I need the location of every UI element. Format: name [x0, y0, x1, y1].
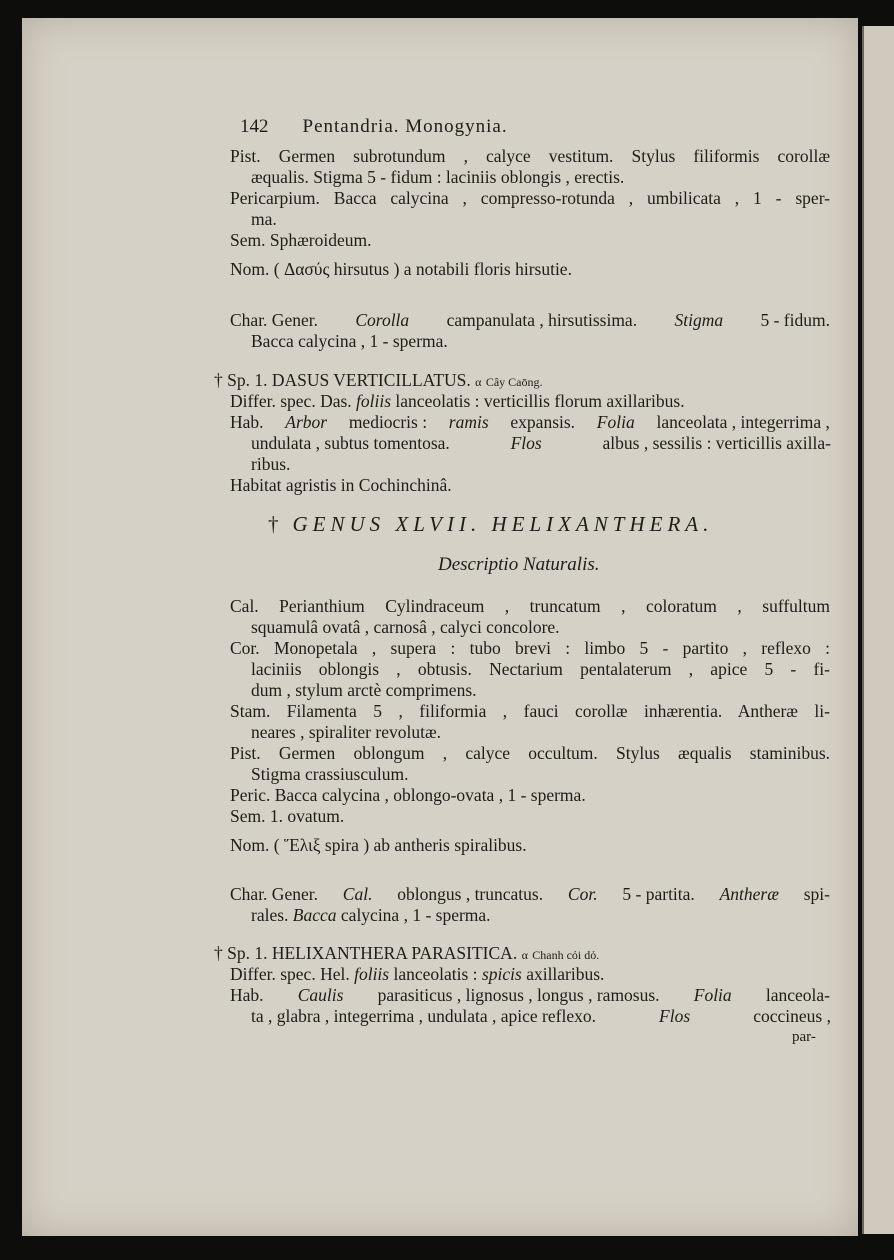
text-line: Nom. ( Ἕλιξ spira ) ab antheris spiralibus. [230, 835, 527, 855]
text-line: Nom. ( Δασύς hirsutus ) a notabili floris hirsutie. [230, 259, 572, 279]
char-line [230, 310, 830, 331]
char-term: Cal. [342, 884, 373, 904]
char-label: Char. Gener. [230, 884, 318, 904]
differ-text: lanceolatis : verticillis florum axillaribus. [395, 391, 685, 411]
text-line: æqualis. Stigma 5 - fidum : laciniis oblongis , erectis. [251, 167, 625, 187]
hab-text: Hab. [230, 985, 264, 1005]
dagger-mark: † [268, 512, 279, 536]
hab-text: coccineus , [753, 1006, 831, 1026]
running-header [240, 116, 860, 138]
char-term: Cor. [567, 884, 598, 904]
habitat-line [230, 985, 830, 1006]
dagger-mark: † [214, 943, 223, 963]
species-heading [214, 943, 599, 966]
char-line: Bacca calycina , 1 - sperma. [251, 331, 448, 351]
text-line: Cor. Monopetala , supera : tubo brevi : limbo 5 - partito , reflexo : [230, 638, 830, 658]
hab-text: undulata , subtus tomentosa. [251, 433, 450, 453]
hab-term: Flos [659, 1006, 691, 1026]
hab-term: Folia [693, 985, 732, 1005]
hab-text: albus , sessilis : verticillis axilla- [602, 433, 831, 453]
hab-term: Arbor [285, 412, 328, 432]
differ-line [230, 391, 685, 412]
species-heading [214, 370, 543, 393]
catchword: par- [792, 1029, 816, 1045]
text-line: Pist. Germen subrotundum , calyce vestitum. Stylus filiformis corollæ [230, 146, 830, 166]
char-term: Stigma [674, 310, 724, 330]
hab-term: Folia [596, 412, 635, 432]
char-text: spi- [803, 884, 830, 904]
habitat-line [230, 412, 830, 433]
char-text: oblongus , truncatus. [397, 884, 544, 904]
differ-text: axillaribus. [526, 964, 605, 984]
char-term: Bacca [292, 905, 337, 925]
text-line: laciniis oblongis , obtusis. Nectarium pentalaterum , apice 5 - fi- [251, 659, 830, 679]
habitat-line: ribus. [251, 454, 291, 474]
vernacular-name: Cây Caōng. [485, 375, 543, 389]
genus-heading [268, 512, 713, 537]
species-name: Sp. 1. HELIXANTHERA PARASITICA. [227, 943, 518, 963]
text-line: dum , stylum arctè comprimens. [251, 680, 477, 700]
text-line: Cal. Perianthium Cylindraceum , truncatum , coloratum , suffultum [230, 596, 830, 616]
hab-term: Flos [510, 433, 542, 453]
text-line: squamulâ ovatâ , carnosâ , calyci concolore. [251, 617, 560, 637]
hab-term: Caulis [297, 985, 344, 1005]
hab-text: lanceolata , integerrima , [656, 412, 830, 432]
habitat-line [251, 433, 831, 454]
text-line: neares , spiraliter revolutæ. [251, 722, 442, 742]
text-line: Sem. Sphæroideum. [230, 230, 372, 250]
section-subheading: Descriptio Naturalis. [438, 554, 600, 575]
text-line: ma. [251, 209, 277, 229]
char-term: Corolla [355, 310, 410, 330]
char-text: rales. [251, 905, 289, 925]
differ-term: foliis [354, 964, 390, 984]
text-line: Pericarpium. Bacca calycina , compresso-rotunda , umbilicata , 1 - sper- [230, 188, 830, 208]
dagger-mark: † [214, 370, 223, 390]
hab-text: lanceola- [765, 985, 830, 1005]
hab-text: expansis. [510, 412, 576, 432]
char-text: 5 - partita. [622, 884, 695, 904]
differ-text: Differ. spec. Das. [230, 391, 352, 411]
char-text: 5 - fidum. [760, 310, 830, 330]
hab-text: Hab. [230, 412, 264, 432]
text-line: Stigma crassiusculum. [251, 764, 409, 784]
species-name: Sp. 1. DASUS VERTICILLATUS. [227, 370, 471, 390]
alpha-mark: α [521, 948, 528, 962]
text-line: Stam. Filamenta 5 , filiformia , fauci corollæ inhærentia. Antheræ li- [230, 701, 830, 721]
char-text: calycina , 1 - sperma. [340, 905, 491, 925]
vernacular-name: Chanh cỏi dỏ. [532, 948, 600, 962]
hab-text: parasiticus , lignosus , longus , ramosus. [377, 985, 660, 1005]
header-title: Pentandria. Monogynia. [302, 116, 508, 137]
hab-term: ramis [448, 412, 489, 432]
habitat-location: Habitat agristis in Cochinchinâ. [230, 475, 452, 495]
differ-text: lanceolatis : [393, 964, 478, 984]
char-label: Char. Gener. [230, 310, 318, 330]
hab-text: mediocris : [348, 412, 428, 432]
next-page-edge [862, 26, 894, 1234]
hab-text: ta , glabra , integerrima , undulata , apice reflexo. [251, 1006, 596, 1026]
text-line: Pist. Germen oblongum , calyce occultum. Stylus æqualis staminibus. [230, 743, 830, 763]
differ-term: foliis [356, 391, 392, 411]
char-text: campanulata , hirsutissima. [446, 310, 638, 330]
char-line [230, 884, 830, 905]
genus-title: GENUS XLVII. HELIXANTHERA. [292, 512, 714, 536]
page-number: 142 [240, 116, 269, 137]
differ-text: Differ. spec. Hel. [230, 964, 350, 984]
text-line: Peric. Bacca calycina , oblongo-ovata , 1 - sperma. [230, 785, 586, 805]
habitat-line [251, 1006, 831, 1027]
char-line [251, 905, 491, 926]
differ-line [230, 964, 604, 985]
text-line: Sem. 1. ovatum. [230, 806, 345, 826]
char-term: Antheræ [719, 884, 779, 904]
differ-term: spicis [481, 964, 522, 984]
alpha-mark: α [475, 375, 482, 389]
